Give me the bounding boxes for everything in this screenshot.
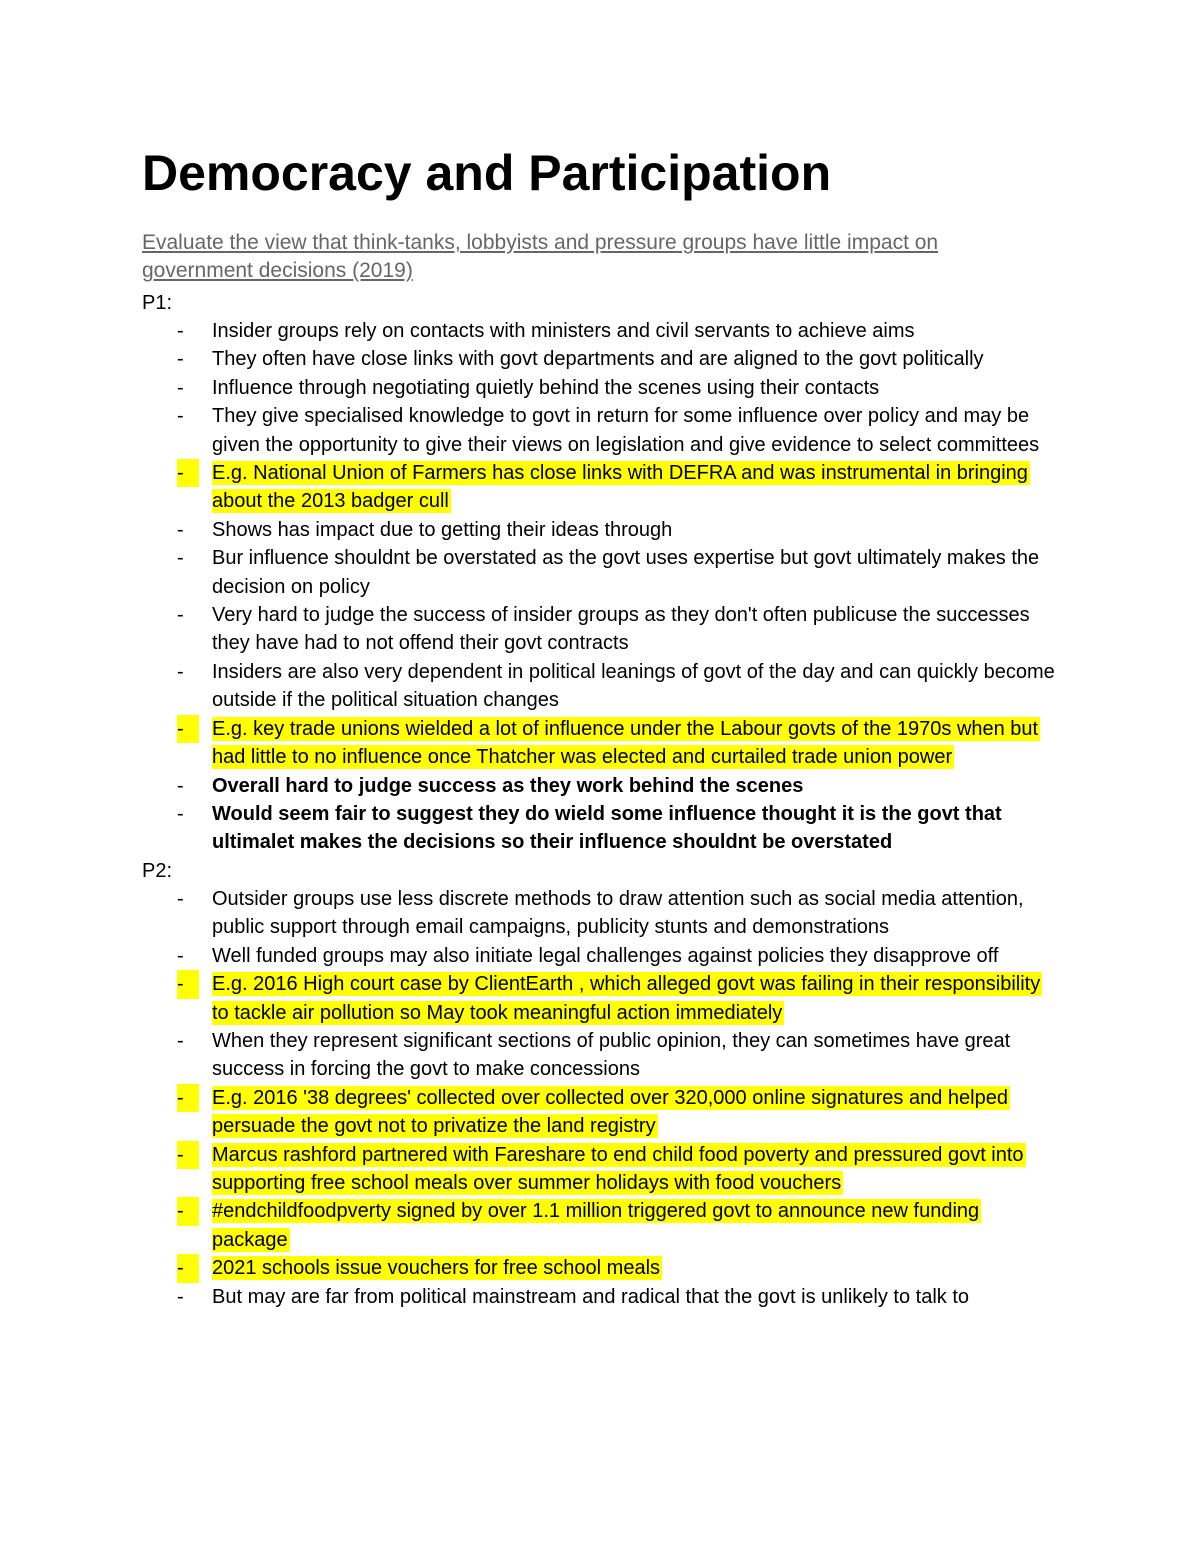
section-label-p1: P1: (142, 292, 173, 314)
list-item-text: E.g. 2016 High court case by ClientEarth , which alleged govt was failing in their responsibility to tackle air pollution so May took meaningful action immediately (212, 973, 1041, 1024)
list-item-text: E.g. National Union of Farmers has close links with DEFRA and was instrumental in bringing about the 2013 badger cull (212, 462, 1028, 513)
list-item-text: Would seem fair to suggest they do wield some influence thought it is the govt that ultimalet makes the decisions so their influence shouldnt be overstated (212, 802, 1002, 854)
list-item-text: Insider groups rely on contacts with ministers and civil servants to achieve aims (212, 320, 915, 342)
bullet-dash: - (177, 802, 184, 825)
bullet-list-p2 (142, 885, 1062, 1311)
list-item (142, 345, 1062, 373)
list-item (142, 1027, 1062, 1084)
list-item-text: E.g. key trade unions wielded a lot of influence under the Labour govts of the 1970s when but had little to no influence once Thatcher was elected and curtailed trade union power (212, 717, 1039, 769)
highlighted-list-item (142, 1254, 1062, 1282)
list-item (142, 516, 1062, 544)
highlighted-list-item (142, 459, 1062, 516)
bullet-dash: - (177, 405, 184, 428)
highlighted-list-item (142, 1141, 1062, 1198)
list-item-text: When they represent significant sections of public opinion, they can sometimes have great success in forcing the govt to make concessions (212, 1030, 1011, 1081)
bullet-dash: - (177, 459, 199, 487)
highlighted-list-item (142, 970, 1062, 1027)
list-item (142, 658, 1062, 715)
list-item (142, 402, 1062, 459)
list-item (142, 885, 1062, 942)
list-item (142, 1283, 1062, 1311)
list-item (142, 601, 1062, 658)
section-label-p2: P2: (142, 860, 173, 882)
list-item-text: Insiders are also very dependent in political leanings of govt of the day and can quickly become outside if the political situation changes (212, 660, 1055, 712)
bullet-dash: - (177, 944, 184, 967)
highlighted-list-item (142, 715, 1062, 772)
list-item (142, 544, 1062, 601)
bullet-dash: - (177, 715, 199, 743)
list-item-text: Overall hard to judge success as they work behind the scenes (212, 774, 804, 797)
highlighted-list-item (142, 1197, 1062, 1254)
bullet-dash: - (177, 660, 184, 683)
list-item-text: Marcus rashford partnered with Fareshare to end child food poverty and pressured govt into supporting free school meals over summer holidays with food vouchers (212, 1143, 1024, 1195)
bullet-dash: - (177, 774, 184, 797)
list-item-text: 2021 schools issue vouchers for free school meals (212, 1257, 661, 1280)
bullet-dash: - (177, 320, 184, 342)
bullet-dash: - (177, 547, 184, 570)
bullet-dash: - (177, 518, 184, 541)
bullet-dash: - (177, 1285, 184, 1308)
list-item-text: They give specialised knowledge to govt in return for some influence over policy and may be given the opportunity to give their views on legislation and give evidence to select committees (212, 405, 1040, 456)
list-item-text: Influence through negotiating quietly behind the scenes using their contacts (212, 376, 880, 399)
list-item-text: Shows has impact due to getting their ideas through (212, 518, 673, 541)
page-title: Democracy and Participation (142, 145, 832, 201)
list-item-text: Well funded groups may also initiate legal challenges against policies they disapprove off (212, 944, 999, 967)
list-item (142, 317, 1062, 345)
bullet-dash: - (177, 1197, 199, 1225)
bullet-dash: - (177, 604, 184, 627)
bullet-dash: - (177, 1141, 199, 1169)
bullet-dash: - (177, 970, 199, 998)
list-item (142, 374, 1062, 402)
bullet-dash: - (177, 1254, 199, 1282)
list-item-text: E.g. 2016 '38 degrees' collected over collected over 320,000 online signatures and helped persuade the govt not to privatize the land registry (212, 1086, 1008, 1138)
bullet-dash: - (177, 1084, 199, 1112)
list-item-text: Bur influence shouldnt be overstated as the govt uses expertise but govt ultimately makes the decision on policy (212, 547, 1040, 598)
bullet-dash: - (177, 376, 184, 399)
bullet-dash: - (177, 348, 184, 371)
list-item-text: Very hard to judge the success of insider groups as they don't often publicuse the successes they have had to not offend their govt contracts (212, 604, 1030, 655)
list-item-text: #endchildfoodpverty signed by over 1.1 million triggered govt to announce new funding package (212, 1200, 980, 1251)
bullet-dash: - (177, 1030, 184, 1053)
list-item-text: Outsider groups use less discrete methods to draw attention such as social media attention, public support through email campaigns, publicity stunts and demonstrations (212, 888, 1024, 939)
list-item (142, 772, 1062, 800)
list-item-text: But may are far from political mainstream and radical that the govt is unlikely to talk to (212, 1285, 970, 1308)
list-item (142, 942, 1062, 970)
list-item (142, 800, 1062, 857)
highlighted-list-item (142, 1084, 1062, 1141)
bullet-dash: - (177, 888, 184, 910)
bullet-list-p1 (142, 317, 1062, 857)
essay-question: Evaluate the view that think-tanks, lobbyists and pressure groups have little impact on government decisions (2019) (142, 231, 939, 282)
list-item-text: They often have close links with govt departments and are aligned to the govt politically (212, 348, 984, 371)
